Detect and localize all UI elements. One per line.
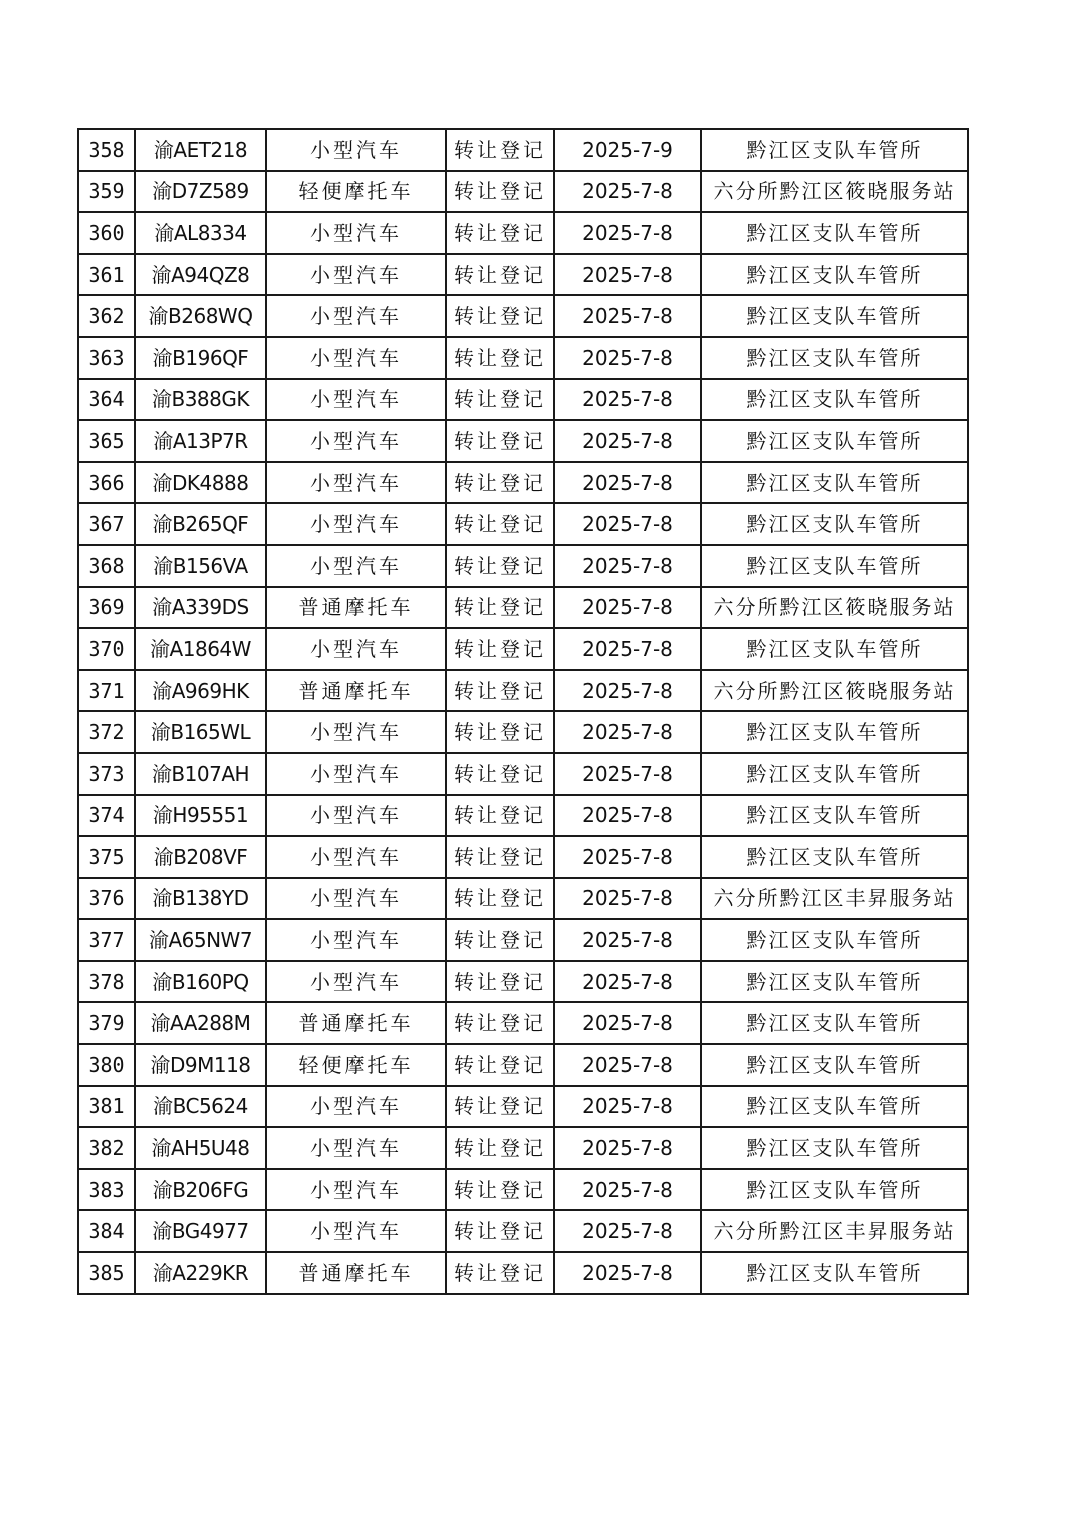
vehicle-type-cell: 小型汽车: [266, 295, 446, 337]
office-cell: 六分所黔江区筱晓服务站: [701, 171, 968, 213]
row-number-cell: 376: [78, 878, 135, 920]
vehicle-type-cell: 普通摩托车: [266, 1002, 446, 1044]
date-cell: 2025-7-8: [554, 878, 701, 920]
table-row: [78, 1210, 968, 1252]
office-cell: 黔江区支队车管所: [701, 795, 968, 837]
table-row: [78, 670, 968, 712]
vehicle-type-cell: 普通摩托车: [266, 670, 446, 712]
vehicle-type-cell: 小型汽车: [266, 711, 446, 753]
office-cell: 黔江区支队车管所: [701, 1044, 968, 1086]
table-row: [78, 171, 968, 213]
row-number-cell: 360: [78, 212, 135, 254]
business-type-cell: 转让登记: [446, 753, 554, 795]
date-cell: 2025-7-8: [554, 1127, 701, 1169]
office-cell: 黔江区支队车管所: [701, 753, 968, 795]
office-cell: 黔江区支队车管所: [701, 462, 968, 504]
office-cell: 黔江区支队车管所: [701, 545, 968, 587]
date-cell: 2025-7-8: [554, 795, 701, 837]
row-number-cell: 359: [78, 171, 135, 213]
vehicle-type-cell: 普通摩托车: [266, 587, 446, 629]
table-row: [78, 1169, 968, 1211]
date-cell: 2025-7-8: [554, 254, 701, 296]
table-row: [78, 254, 968, 296]
business-type-cell: 转让登记: [446, 503, 554, 545]
vehicle-type-cell: 小型汽车: [266, 545, 446, 587]
office-cell: 黔江区支队车管所: [701, 919, 968, 961]
date-cell: 2025-7-8: [554, 503, 701, 545]
table-row: [78, 836, 968, 878]
business-type-cell: 转让登记: [446, 379, 554, 421]
business-type-cell: 转让登记: [446, 1002, 554, 1044]
date-cell: 2025-7-8: [554, 1210, 701, 1252]
table-row: [78, 503, 968, 545]
row-number-cell: 385: [78, 1252, 135, 1294]
plate-number-cell: 渝D7Z589: [135, 171, 266, 213]
date-cell: 2025-7-8: [554, 379, 701, 421]
row-number-cell: 375: [78, 836, 135, 878]
business-type-cell: 转让登记: [446, 254, 554, 296]
business-type-cell: 转让登记: [446, 295, 554, 337]
row-number-cell: 381: [78, 1086, 135, 1128]
office-cell: 黔江区支队车管所: [701, 503, 968, 545]
plate-number-cell: 渝H95551: [135, 795, 266, 837]
row-number-cell: 372: [78, 711, 135, 753]
office-cell: 黔江区支队车管所: [701, 1169, 968, 1211]
table-row: [78, 795, 968, 837]
business-type-cell: 转让登记: [446, 961, 554, 1003]
table-row: [78, 462, 968, 504]
row-number-cell: 369: [78, 587, 135, 629]
vehicle-type-cell: 小型汽车: [266, 753, 446, 795]
business-type-cell: 转让登记: [446, 1086, 554, 1128]
table-row: [78, 753, 968, 795]
table-row: [78, 337, 968, 379]
date-cell: 2025-7-8: [554, 337, 701, 379]
row-number-cell: 384: [78, 1210, 135, 1252]
row-number-cell: 378: [78, 961, 135, 1003]
table-row: [78, 878, 968, 920]
table-row: [78, 295, 968, 337]
date-cell: 2025-7-8: [554, 1086, 701, 1128]
plate-number-cell: 渝AA288M: [135, 1002, 266, 1044]
date-cell: 2025-7-8: [554, 753, 701, 795]
plate-number-cell: 渝D9M118: [135, 1044, 266, 1086]
row-number-cell: 382: [78, 1127, 135, 1169]
vehicle-type-cell: 小型汽车: [266, 836, 446, 878]
table-row: [78, 379, 968, 421]
office-cell: 黔江区支队车管所: [701, 711, 968, 753]
table-row: [78, 1127, 968, 1169]
row-number-cell: 364: [78, 379, 135, 421]
business-type-cell: 转让登记: [446, 545, 554, 587]
table-row: [78, 212, 968, 254]
vehicle-type-cell: 小型汽车: [266, 462, 446, 504]
row-number-cell: 380: [78, 1044, 135, 1086]
vehicle-type-cell: 小型汽车: [266, 1127, 446, 1169]
vehicle-type-cell: 小型汽车: [266, 129, 446, 171]
date-cell: 2025-7-8: [554, 295, 701, 337]
vehicle-type-cell: 小型汽车: [266, 254, 446, 296]
plate-number-cell: 渝DK4888: [135, 462, 266, 504]
table-row: [78, 587, 968, 629]
date-cell: 2025-7-8: [554, 587, 701, 629]
table-row: [78, 628, 968, 670]
vehicle-transfer-table: [77, 128, 969, 1295]
business-type-cell: 转让登记: [446, 212, 554, 254]
plate-number-cell: 渝BC5624: [135, 1086, 266, 1128]
business-type-cell: 转让登记: [446, 587, 554, 629]
office-cell: 黔江区支队车管所: [701, 628, 968, 670]
table-row: [78, 545, 968, 587]
vehicle-type-cell: 小型汽车: [266, 1169, 446, 1211]
table-row: [78, 1044, 968, 1086]
business-type-cell: 转让登记: [446, 628, 554, 670]
business-type-cell: 转让登记: [446, 836, 554, 878]
plate-number-cell: 渝B196QF: [135, 337, 266, 379]
vehicle-type-cell: 小型汽车: [266, 503, 446, 545]
office-cell: 黔江区支队车管所: [701, 1086, 968, 1128]
row-number-cell: 377: [78, 919, 135, 961]
table-row: [78, 919, 968, 961]
business-type-cell: 转让登记: [446, 878, 554, 920]
business-type-cell: 转让登记: [446, 711, 554, 753]
vehicle-type-cell: 轻便摩托车: [266, 171, 446, 213]
row-number-cell: 383: [78, 1169, 135, 1211]
table-row: [78, 1086, 968, 1128]
vehicle-type-cell: 小型汽车: [266, 420, 446, 462]
vehicle-type-cell: 小型汽车: [266, 337, 446, 379]
row-number-cell: 368: [78, 545, 135, 587]
plate-number-cell: 渝B138YD: [135, 878, 266, 920]
office-cell: 六分所黔江区筱晓服务站: [701, 670, 968, 712]
plate-number-cell: 渝B160PQ: [135, 961, 266, 1003]
row-number-cell: 370: [78, 628, 135, 670]
business-type-cell: 转让登记: [446, 337, 554, 379]
row-number-cell: 374: [78, 795, 135, 837]
plate-number-cell: 渝B388GK: [135, 379, 266, 421]
plate-number-cell: 渝AH5U48: [135, 1127, 266, 1169]
row-number-cell: 362: [78, 295, 135, 337]
vehicle-type-cell: 普通摩托车: [266, 1252, 446, 1294]
table-row: [78, 711, 968, 753]
row-number-cell: 371: [78, 670, 135, 712]
business-type-cell: 转让登记: [446, 670, 554, 712]
business-type-cell: 转让登记: [446, 1210, 554, 1252]
date-cell: 2025-7-8: [554, 171, 701, 213]
plate-number-cell: 渝A969HK: [135, 670, 266, 712]
business-type-cell: 转让登记: [446, 171, 554, 213]
vehicle-type-cell: 小型汽车: [266, 878, 446, 920]
plate-number-cell: 渝B107AH: [135, 753, 266, 795]
vehicle-type-cell: 小型汽车: [266, 961, 446, 1003]
vehicle-type-cell: 小型汽车: [266, 1210, 446, 1252]
vehicle-type-cell: 小型汽车: [266, 628, 446, 670]
date-cell: 2025-7-9: [554, 129, 701, 171]
row-number-cell: 361: [78, 254, 135, 296]
vehicle-type-cell: 小型汽车: [266, 1086, 446, 1128]
plate-number-cell: 渝B208VF: [135, 836, 266, 878]
business-type-cell: 转让登记: [446, 1127, 554, 1169]
office-cell: 黔江区支队车管所: [701, 129, 968, 171]
row-number-cell: 379: [78, 1002, 135, 1044]
date-cell: 2025-7-8: [554, 919, 701, 961]
office-cell: 黔江区支队车管所: [701, 1002, 968, 1044]
plate-number-cell: 渝B156VA: [135, 545, 266, 587]
row-number-cell: 358: [78, 129, 135, 171]
date-cell: 2025-7-8: [554, 1044, 701, 1086]
row-number-cell: 373: [78, 753, 135, 795]
office-cell: 黔江区支队车管所: [701, 295, 968, 337]
date-cell: 2025-7-8: [554, 1169, 701, 1211]
date-cell: 2025-7-8: [554, 1252, 701, 1294]
row-number-cell: 367: [78, 503, 135, 545]
plate-number-cell: 渝BG4977: [135, 1210, 266, 1252]
plate-number-cell: 渝B265QF: [135, 503, 266, 545]
business-type-cell: 转让登记: [446, 420, 554, 462]
vehicle-type-cell: 轻便摩托车: [266, 1044, 446, 1086]
business-type-cell: 转让登记: [446, 1169, 554, 1211]
office-cell: 黔江区支队车管所: [701, 1127, 968, 1169]
plate-number-cell: 渝B268WQ: [135, 295, 266, 337]
plate-number-cell: 渝A1864W: [135, 628, 266, 670]
office-cell: 黔江区支队车管所: [701, 379, 968, 421]
table-row: [78, 961, 968, 1003]
date-cell: 2025-7-8: [554, 628, 701, 670]
office-cell: 黔江区支队车管所: [701, 212, 968, 254]
plate-number-cell: 渝B165WL: [135, 711, 266, 753]
date-cell: 2025-7-8: [554, 711, 701, 753]
office-cell: 黔江区支队车管所: [701, 420, 968, 462]
business-type-cell: 转让登记: [446, 1252, 554, 1294]
date-cell: 2025-7-8: [554, 961, 701, 1003]
office-cell: 六分所黔江区筱晓服务站: [701, 587, 968, 629]
business-type-cell: 转让登记: [446, 129, 554, 171]
office-cell: 黔江区支队车管所: [701, 254, 968, 296]
date-cell: 2025-7-8: [554, 420, 701, 462]
vehicle-type-cell: 小型汽车: [266, 795, 446, 837]
plate-number-cell: 渝B206FG: [135, 1169, 266, 1211]
office-cell: 黔江区支队车管所: [701, 1252, 968, 1294]
business-type-cell: 转让登记: [446, 919, 554, 961]
row-number-cell: 363: [78, 337, 135, 379]
date-cell: 2025-7-8: [554, 212, 701, 254]
plate-number-cell: 渝A229KR: [135, 1252, 266, 1294]
row-number-cell: 365: [78, 420, 135, 462]
office-cell: 黔江区支队车管所: [701, 337, 968, 379]
date-cell: 2025-7-8: [554, 545, 701, 587]
row-number-cell: 366: [78, 462, 135, 504]
table-row: [78, 129, 968, 171]
vehicle-type-cell: 小型汽车: [266, 379, 446, 421]
date-cell: 2025-7-8: [554, 462, 701, 504]
business-type-cell: 转让登记: [446, 795, 554, 837]
business-type-cell: 转让登记: [446, 462, 554, 504]
office-cell: 六分所黔江区丰昇服务站: [701, 1210, 968, 1252]
plate-number-cell: 渝A13P7R: [135, 420, 266, 462]
office-cell: 六分所黔江区丰昇服务站: [701, 878, 968, 920]
date-cell: 2025-7-8: [554, 836, 701, 878]
date-cell: 2025-7-8: [554, 670, 701, 712]
business-type-cell: 转让登记: [446, 1044, 554, 1086]
plate-number-cell: 渝A339DS: [135, 587, 266, 629]
table-row: [78, 1002, 968, 1044]
date-cell: 2025-7-8: [554, 1002, 701, 1044]
vehicle-type-cell: 小型汽车: [266, 919, 446, 961]
table-row: [78, 420, 968, 462]
plate-number-cell: 渝A65NW7: [135, 919, 266, 961]
table-row: [78, 1252, 968, 1294]
plate-number-cell: 渝AL8334: [135, 212, 266, 254]
plate-number-cell: 渝A94QZ8: [135, 254, 266, 296]
table-body: [78, 129, 968, 1294]
plate-number-cell: 渝AET218: [135, 129, 266, 171]
office-cell: 黔江区支队车管所: [701, 836, 968, 878]
office-cell: 黔江区支队车管所: [701, 961, 968, 1003]
vehicle-type-cell: 小型汽车: [266, 212, 446, 254]
